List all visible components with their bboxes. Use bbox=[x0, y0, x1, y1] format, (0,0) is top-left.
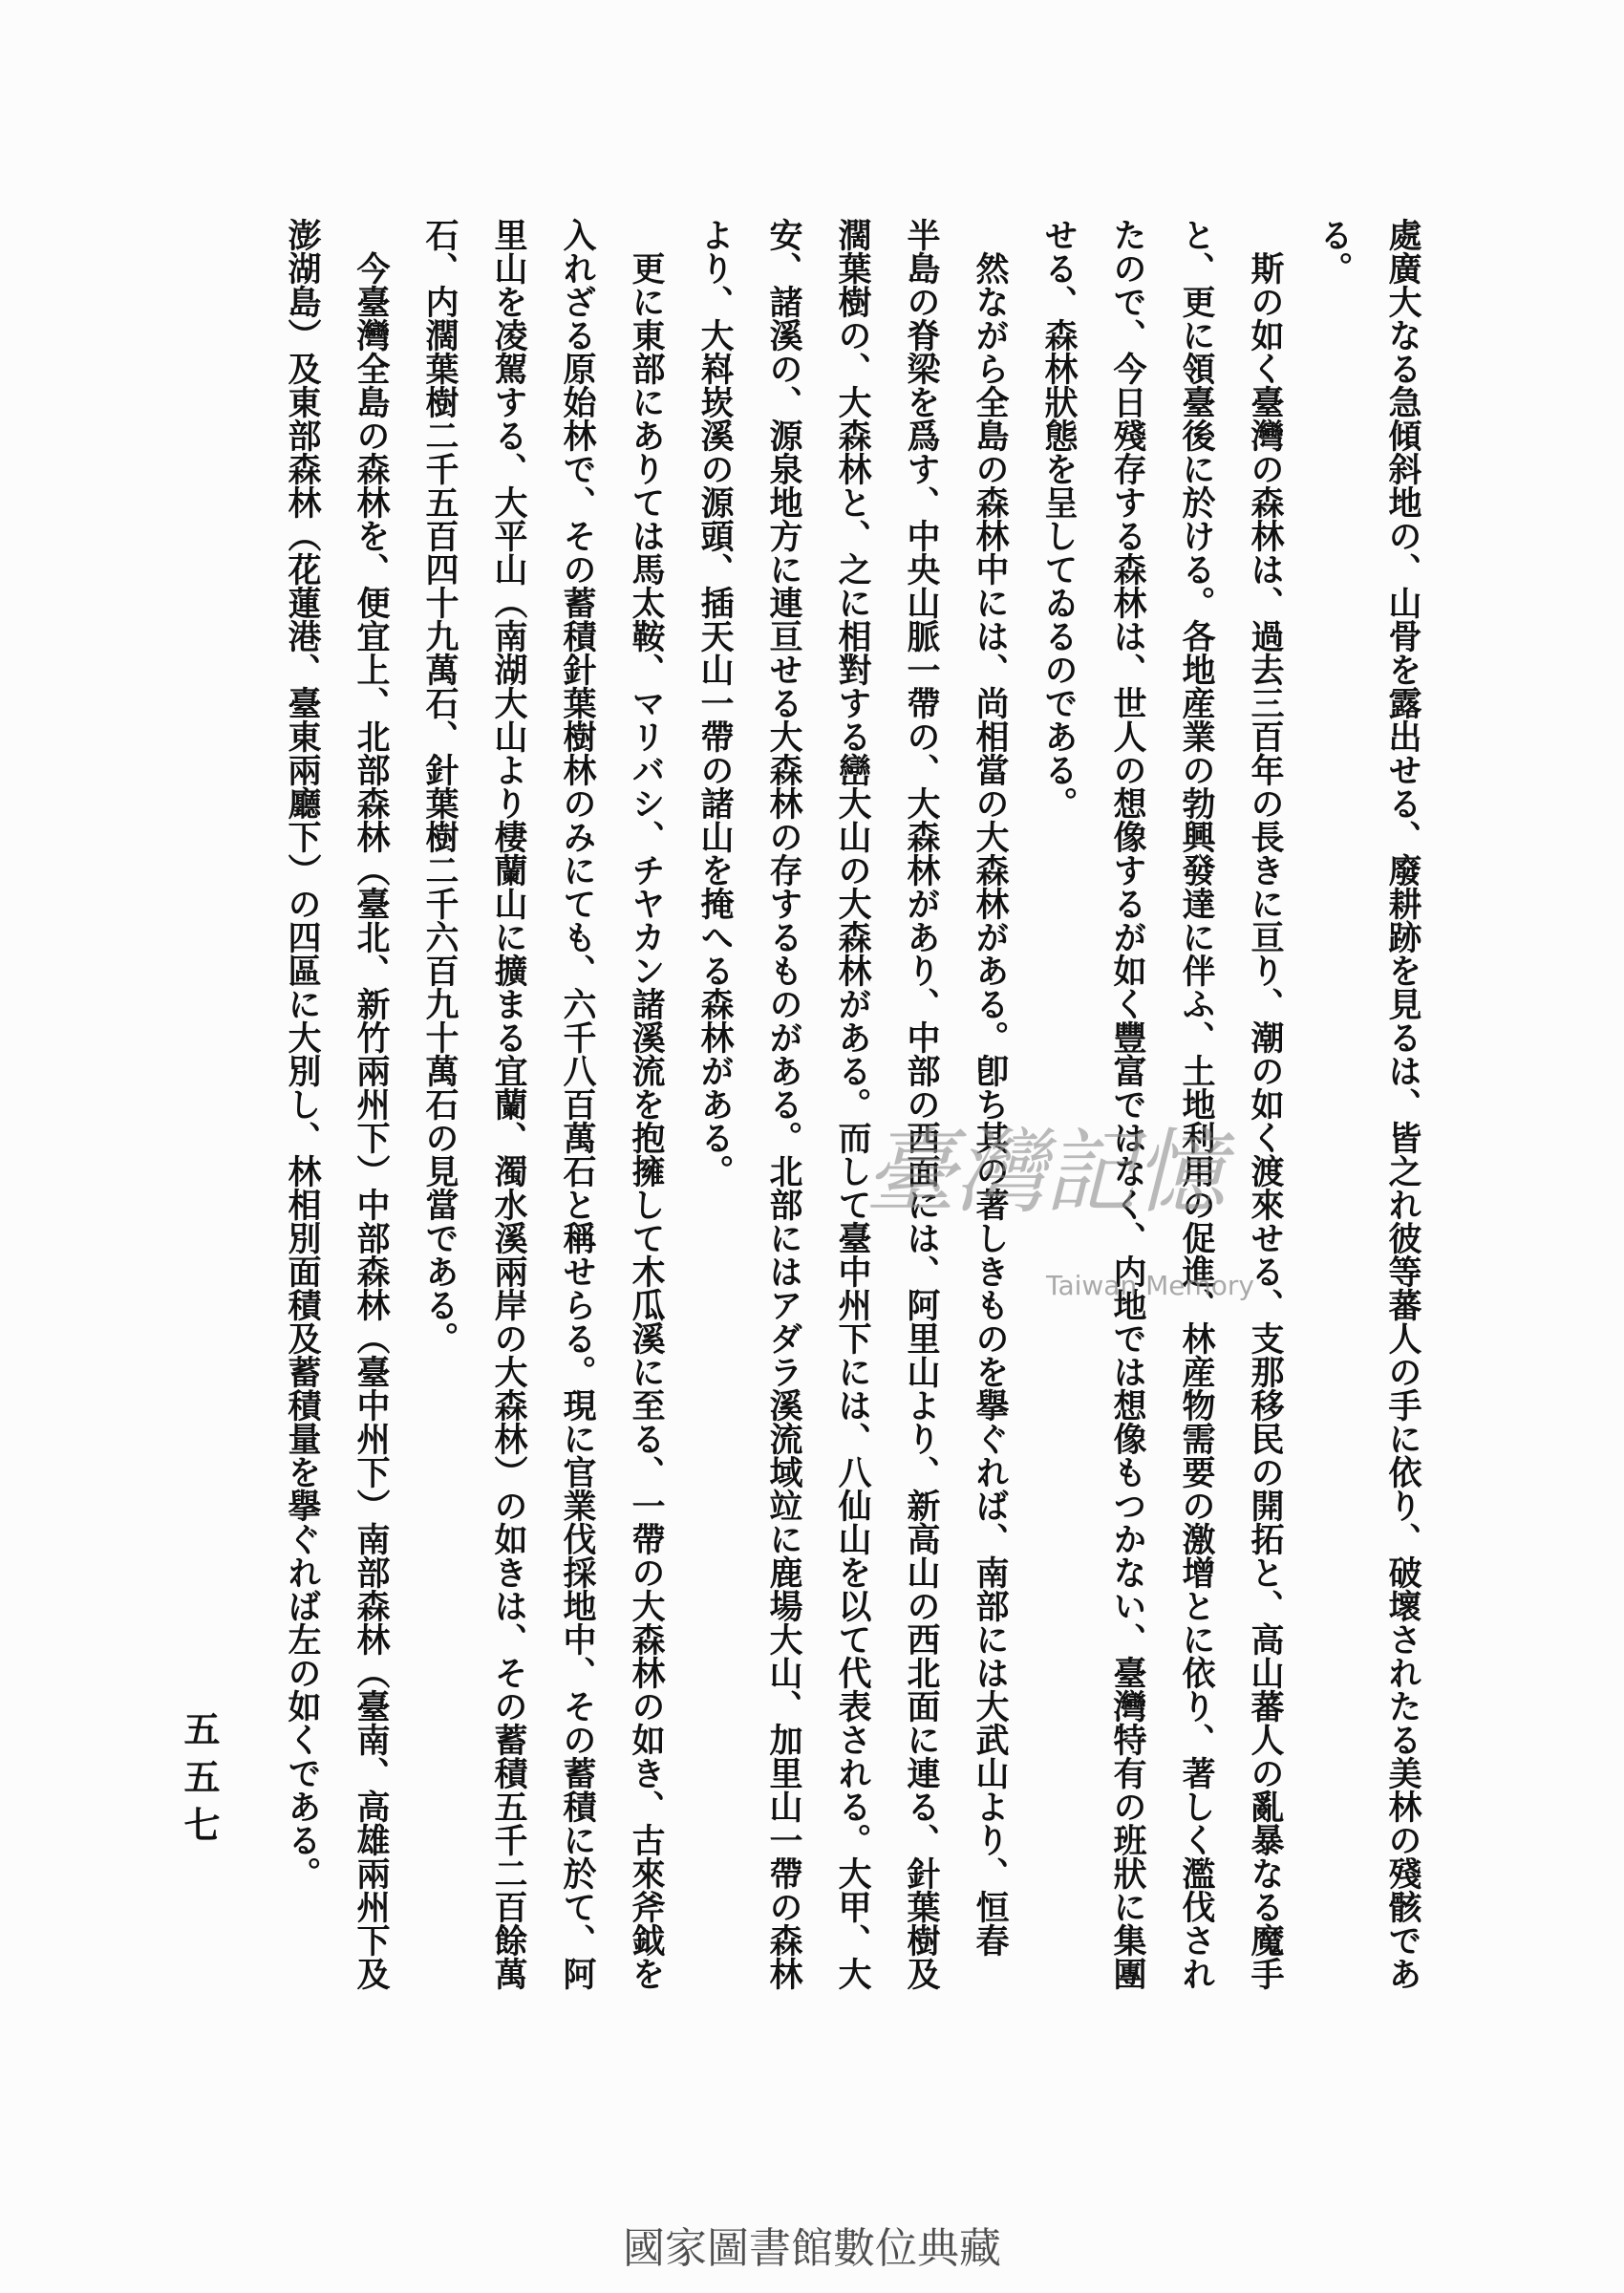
text-column-16: 今臺灣全島の森林を、便宜上、北部森林（臺北、新竹兩州下）中部森林（臺中州下）南部森林（臺南、高雄兩州下及 bbox=[352, 251, 391, 1990]
footer-source-label: 國家圖書館數位典藏 bbox=[623, 2224, 1001, 2273]
text-column-2: る。 bbox=[1314, 218, 1354, 285]
text-column-13: 入れざる原始林で、その蓄積針葉樹林のみにても、六千八百萬石と稱せらる。現に官業伐採地中、その蓄積に於て、阿 bbox=[558, 218, 597, 1990]
text-column-8: 半島の脊梁を爲す、中央山脈一帶の、大森林があり、中部の西面には、阿里山より、新高山の西北面に連る、針葉樹及 bbox=[902, 218, 941, 1990]
watermark-subtitle: Taiwan Memory bbox=[1046, 1270, 1254, 1301]
text-column-9: 濶葉樹の、大森林と、之に相對する巒大山の大森林がある。而して臺中州下には、八仙山を以て代表される。大甲、大 bbox=[833, 218, 872, 1990]
text-column-5: たので、今日殘存する森林は、世人の想像するが如く豐富ではなく、内地では想像もつかない、臺灣特有の班狀に集團 bbox=[1108, 218, 1147, 1990]
watermark-logo: 臺灣記憶 bbox=[865, 1119, 1224, 1226]
text-column-12: 更に東部にありては馬太鞍、マリバシ、チヤカン諸溪流を抱擁して木瓜溪に至る、一帶の大森林の如き、古來斧鉞を bbox=[627, 251, 666, 1990]
text-column-6: せる、森林狀態を呈してゐるのである。 bbox=[1039, 218, 1079, 820]
text-column-4: と、更に領臺後に於ける。各地産業の勃興發達に伴ふ、土地利用の促進、林産物需要の激增とに依り、著しく濫伐され bbox=[1177, 218, 1216, 1990]
text-column-14: 里山を凌駕する、大平山（南湖大山より棲蘭山に擴まる宜蘭、濁水溪兩岸の大森林）の如きは、その蓄積五千二百餘萬 bbox=[489, 218, 528, 1990]
text-column-10: 安、諸溪の、源泉地方に連亘せる大森林の存するものがある。北部にはアダラ溪流域竝に鹿場大山、加里山一帶の森林 bbox=[764, 218, 803, 1990]
text-column-15: 石、内濶葉樹二千五百四十九萬石、針葉樹二千六百九十萬石の見當である。 bbox=[420, 218, 459, 1355]
text-column-3: 斯の如く臺灣の森林は、過去三百年の長きに亘り、潮の如く渡來せる、支那移民の開拓と、高山蕃人の亂暴なる魔手 bbox=[1246, 251, 1285, 1990]
page-number: 五五七 bbox=[178, 1710, 221, 1854]
text-column-17: 澎湖島）及東部森林（花蓮港、臺東兩廳下）の四區に大別し、林相別面積及蓄積量を擧ぐれば左の如くである。 bbox=[283, 218, 322, 1890]
text-column-7: 然ながら全島の森林中には、尚相當の大森林がある。卽ち其の著しきものを擧ぐれば、南部には大武山より、恒春 bbox=[971, 251, 1010, 1957]
text-column-1: 處廣大なる急傾斜地の、山骨を露出せる、廢耕跡を見るは、皆之れ彼等蕃人の手に依り、破壞されたる美林の殘骸であ bbox=[1383, 218, 1422, 1990]
text-column-11: より、大嵙崁溪の源頭、插天山一帶の諸山を掩へる森林がある。 bbox=[695, 218, 735, 1188]
